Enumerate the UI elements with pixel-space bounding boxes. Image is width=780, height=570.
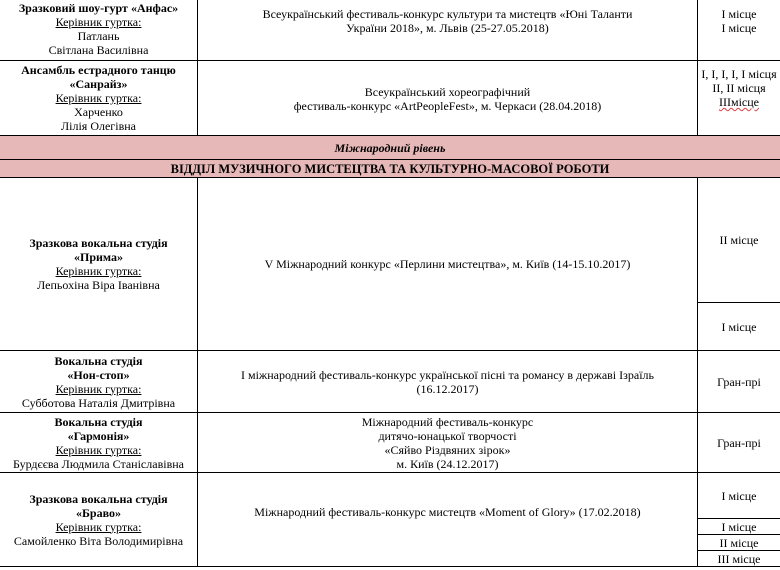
- pryma-place-1-cell: [698, 178, 780, 302]
- garmonia-name-2: «Гармонія»: [67, 428, 130, 443]
- intl-level-heading: Міжнародний рівень: [334, 140, 446, 155]
- sanrise-event-1: Всеукраїнський хореографічний: [364, 85, 531, 99]
- bravo-name-1: Зразкова вокальна студія: [29, 491, 168, 506]
- bravo-place-4: III місце: [717, 551, 761, 566]
- anfas-place-1: I місце: [721, 7, 757, 21]
- pryma-leader-label: Керівник гуртка:: [55, 264, 142, 278]
- bravo-place-3: II місце: [719, 535, 759, 550]
- sanrise-place-cell: [698, 61, 780, 135]
- nonstop-name-cell: [0, 351, 197, 412]
- pryma-leader: Лепьохіна Віра Іванівна: [37, 278, 160, 292]
- sanrise-name-cell: [0, 61, 197, 135]
- bravo-place-1: I місце: [721, 488, 757, 503]
- anfas-place-cell: [698, 0, 780, 60]
- nonstop-event-2: (16.12.2017): [416, 381, 479, 396]
- sanrise-place-3: IIIмісце: [719, 95, 759, 109]
- garmonia-place-cell: [698, 413, 780, 472]
- nonstop-event-1: I міжнародний фестиваль-конкурс української пісні та романсу в державі Ізраїль: [241, 367, 654, 382]
- sanrise-leader-1: Харченко: [74, 105, 123, 119]
- pryma-place-2: I місце: [721, 319, 757, 334]
- sanrise-event-2: фестиваль-конкурс «ArtPeopleFest», м. Черкаси (28.04.2018): [293, 99, 602, 113]
- anfas-event-2: України 2018», м. Львів (25-27.05.2018): [346, 21, 549, 35]
- pryma-name-cell: [0, 178, 197, 350]
- sanrise-name-2: «Санрайз»: [69, 77, 128, 91]
- garmonia-event-2: дитячо-юнацької творчості: [378, 428, 517, 443]
- dept-heading: ВІДДІЛ МУЗИЧНОГО МИСТЕЦТВА ТА КУЛЬТУРНО-МАСОВОЇ РОБОТИ: [170, 161, 610, 176]
- bravo-place-1-cell: [698, 473, 780, 518]
- nonstop-place: Гран-прі: [717, 374, 761, 389]
- garmonia-leader: Бурдєєва Людмила Станіславівна: [13, 456, 184, 471]
- nonstop-event-cell: [198, 351, 697, 412]
- garmonia-name-cell: [0, 413, 197, 472]
- bravo-name-cell: [0, 473, 197, 566]
- bravo-place-4-cell: [698, 551, 780, 566]
- bravo-event: Міжнародний фестиваль-конкурс мистецтв «Moment of Glory» (17.02.2018): [254, 505, 641, 519]
- sanrise-place-2: II, II місця: [712, 81, 766, 95]
- nonstop-place-cell: [698, 351, 780, 412]
- anfas-place-2: I місце: [721, 21, 757, 35]
- anfas-leader-1: Патлань: [77, 29, 120, 43]
- garmonia-event-3: «Сяйво Різдвяних зірок»: [384, 442, 511, 457]
- garmonia-event-1: Міжнародний фестиваль-конкурс: [361, 414, 534, 429]
- pryma-event-cell: [198, 178, 697, 350]
- nonstop-leader: Субботова Наталія Дмитрівна: [21, 395, 176, 410]
- nonstop-name-1: Вокальна студія: [54, 353, 143, 368]
- garmonia-place: Гран-прі: [717, 435, 761, 450]
- bravo-event-cell: [198, 473, 697, 551]
- bravo-leader-label: Керівник гуртка:: [55, 519, 142, 534]
- anfas-leader-2: Світлана Василівна: [48, 43, 149, 57]
- pryma-place-2-cell: [698, 303, 780, 350]
- anfas-name-cell: [0, 0, 197, 60]
- garmonia-name-1: Вокальна студія: [54, 414, 143, 429]
- pryma-name-2: «Прима»: [73, 250, 123, 264]
- sanrise-place-1: I, I, I, I, I місця: [701, 67, 777, 81]
- anfas-event-cell: [198, 0, 697, 60]
- sanrise-event-cell: [198, 61, 697, 135]
- bravo-place-2-cell: [698, 519, 780, 534]
- garmonia-event-cell: [198, 413, 697, 472]
- pryma-name-1: Зразкова вокальна студія: [29, 236, 168, 250]
- bravo-place-3-cell: [698, 535, 780, 550]
- pryma-place-1: II місце: [719, 233, 759, 247]
- sanrise-leader-2: Лілія Олегівна: [61, 119, 136, 133]
- garmonia-event-4: м. Київ (24.12.2017): [396, 456, 499, 471]
- bravo-name-2: «Браво»: [75, 505, 121, 520]
- sanrise-leader-label: Керівник гуртка:: [55, 91, 142, 105]
- anfas-name: Зразковий шоу-гурт «Анфас»: [18, 1, 179, 15]
- anfas-leader-label: Керівник гуртка:: [55, 15, 142, 29]
- bravo-leader: Самойленко Віта Володимирівна: [13, 533, 184, 548]
- garmonia-leader-label: Керівник гуртка:: [55, 442, 142, 457]
- sanrise-name-1: Ансамбль естрадного танцю: [21, 63, 176, 77]
- nonstop-name-2: «Нон-стоп»: [67, 367, 130, 382]
- pryma-event: V Міжнародний конкурс «Перлини мистецтва», м. Київ (14-15.10.2017): [264, 257, 631, 271]
- bravo-place-2: I місце: [721, 519, 757, 534]
- anfas-event-1: Всеукраїнський фестиваль-конкурс культури та мистецтв «Юні Таланти: [262, 7, 633, 21]
- nonstop-leader-label: Керівник гуртка:: [55, 381, 142, 396]
